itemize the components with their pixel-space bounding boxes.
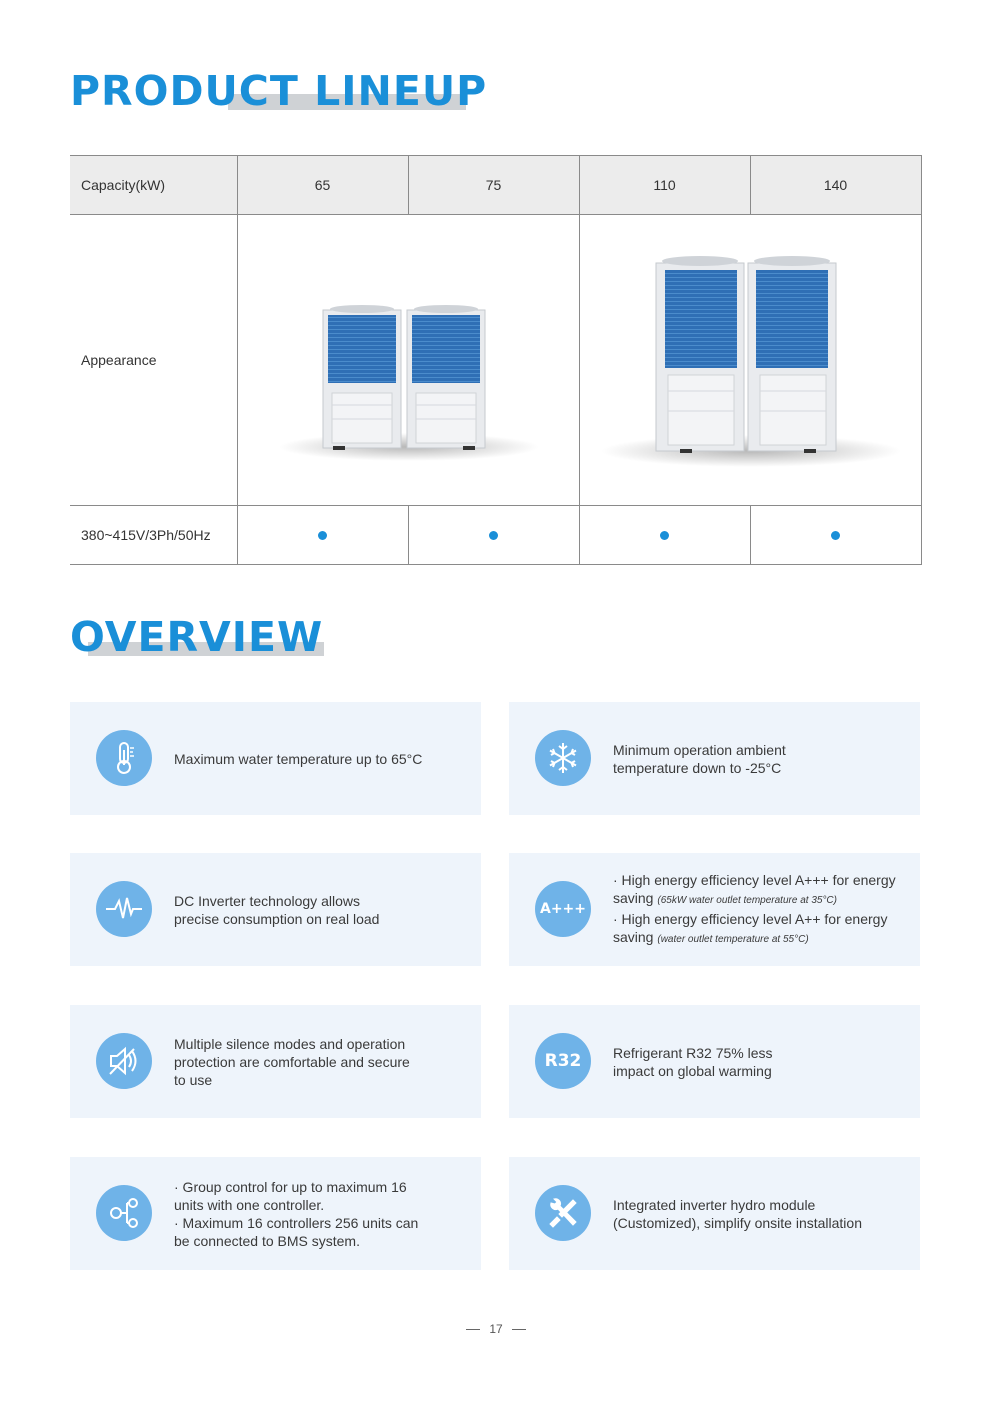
page-footer [0, 1322, 992, 1336]
power-label: 380~415V/3Ph/50Hz [70, 506, 237, 565]
table-row-power [70, 506, 921, 565]
thermometer-icon [96, 730, 152, 786]
availability-dot [750, 506, 921, 565]
feature-card-refrigerant [509, 1005, 920, 1118]
feature-text: Refrigerant R32 75% less impact on global warming [613, 1044, 773, 1079]
table-row-appearance [70, 215, 921, 506]
heat-pump-unit-small-icon [238, 215, 580, 503]
feature-card-silence-modes [70, 1005, 481, 1118]
product-lineup-table [70, 155, 921, 561]
tools-icon [535, 1185, 591, 1241]
feature-text: · Group control for up to maximum 16 units with one controller. · Maximum 16 controllers 256 units can be connected to BMS system. [174, 1178, 419, 1249]
waveform-icon [96, 881, 152, 937]
feature-text: DC Inverter technology allows precise consumption on real load [174, 892, 380, 927]
snowflake-icon [535, 730, 591, 786]
energy-label-icon: A+++ [535, 881, 591, 937]
capacity-value: 110 [579, 156, 750, 215]
feature-text: · High energy efficiency level A+++ for energy saving (65kW water outlet temperature at 35°C) · High energy efficiency level A++ for energy saving (water outlet temperature at 55°C) [613, 871, 896, 945]
page-number: 17 [489, 1322, 503, 1336]
availability-dot [408, 506, 579, 565]
heat-pump-unit-large-icon [580, 215, 922, 503]
feature-text: Maximum water temperature up to 65°C [174, 750, 423, 767]
speaker-mute-icon [96, 1033, 152, 1089]
capacity-value: 75 [408, 156, 579, 215]
feature-card-energy-efficiency [509, 853, 920, 966]
unit-image-small [237, 215, 579, 506]
feature-text: Multiple silence modes and operation protection are comfortable and secure to use [174, 1035, 410, 1088]
availability-dot [579, 506, 750, 565]
capacity-label: Capacity(kW) [70, 156, 237, 215]
appearance-label: Appearance [70, 215, 237, 506]
feature-card-dc-inverter [70, 853, 481, 966]
r32-icon: R32 [535, 1033, 591, 1089]
availability-dot [237, 506, 408, 565]
capacity-value: 65 [237, 156, 408, 215]
capacity-value: 140 [750, 156, 921, 215]
feature-text: Integrated inverter hydro module (Customized), simplify onsite installation [613, 1196, 862, 1231]
section-title-product-lineup: PRODUCT LINEUP [70, 67, 488, 115]
feature-card-group-control [70, 1157, 481, 1270]
feature-card-ambient-temperature [509, 702, 920, 815]
network-nodes-icon [96, 1185, 152, 1241]
feature-text: Minimum operation ambient temperature down to -25°C [613, 741, 786, 776]
unit-image-large [579, 215, 921, 506]
feature-card-water-temperature [70, 702, 481, 815]
section-title-overview: OVERVIEW [70, 613, 324, 661]
table-row-capacity [70, 156, 921, 215]
feature-card-hydro-module [509, 1157, 920, 1270]
